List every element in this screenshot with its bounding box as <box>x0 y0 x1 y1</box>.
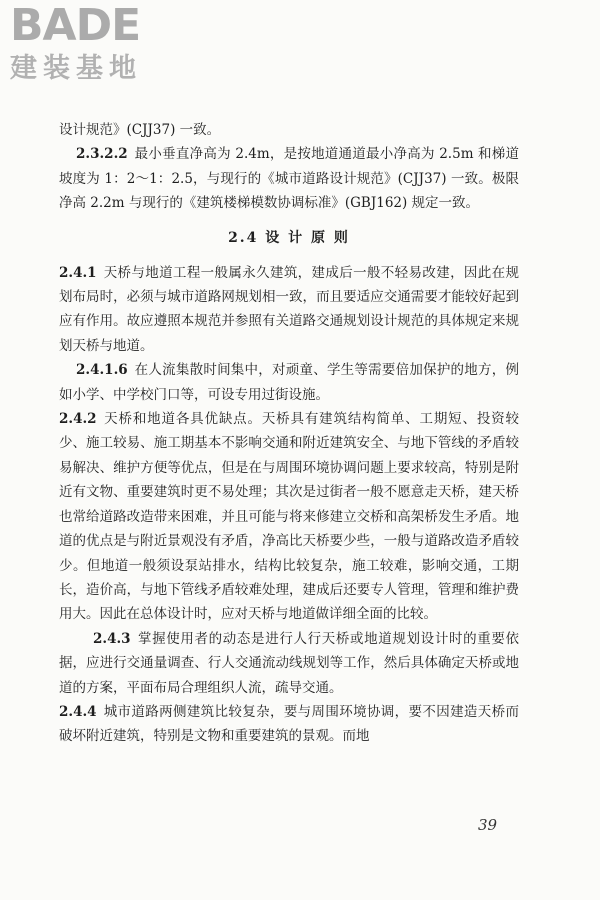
paragraph-continuation: 设计规范》(CJJ37) 一致。 <box>59 122 221 138</box>
logo-subtitle: 建装基地 <box>10 53 142 84</box>
clause-2-4-1-6 <box>59 358 519 407</box>
clause-2-4-3 <box>59 627 519 700</box>
clause-number: 2.4.2 <box>59 411 97 428</box>
clause-number: 2.4.1.6 <box>76 362 128 379</box>
logo-wordmark: BADE <box>10 0 141 51</box>
section-heading: 2.4 设 计 原 则 <box>228 229 350 246</box>
clause-text: 天桥与地道工程一般属永久建筑，建成后一般不轻易改建，因此在规划布局时，必须与城市道路网规划相一致，而且要适应交通需要才能较好起到应有作用。故应遵照本规范并参照有关道路交通规划设计规范的具体规定来规划天桥与地道。 <box>59 264 519 354</box>
clause-text: 在人流集散时间集中，对顽童、学生等需要倍加保护的地方，例如小学、中学校门口等，可设专用过街设施。 <box>59 362 519 403</box>
clause-number: 2.4.1 <box>59 264 97 281</box>
clause-2-4-4 <box>59 700 519 749</box>
clause-number: 2.3.2.2 <box>76 146 128 163</box>
clause-text: 掌握使用者的动态是进行人行天桥或地道规划设计时的重要依据，应进行交通量调查、行人交通流动线规划等工作，然后具体确定天桥或地道的方案，平面布局合理组织人流，疏导交通。 <box>59 630 519 696</box>
page-number: 39 <box>478 816 498 834</box>
clause-text: 城市道路两侧建筑比较复杂，要与周围环境协调，要不因建造天桥而破坏附近建筑，特别是文物和重要建筑的景观。而地 <box>59 703 519 745</box>
clause-text: 最小垂直净高为 2.4m，是按地道通道最小净高为 2.5m 和梯道坡度为 1：2～1：2.5，与现行的《城市道路设计规范》(CJJ37) 一致。极限净高 2.2m 与现行的《建筑楼梯模数协调标准》(GBJ162) 规定一致。 <box>59 146 519 212</box>
clause-2-3-2-2 <box>59 142 519 215</box>
clause-number: 2.4.4 <box>59 703 97 720</box>
page-body <box>59 118 519 749</box>
clause-text: 天桥和地道各具优缺点。天桥具有建筑结构简单、工期短、投资较少、施工较易、施工期基本不影响交通和附近建筑安全、与地下管线的矛盾较易解决、维护方便等优点，但是在与周围环境协调问题上要求较高，特别是附近有文物、重要建筑时更不易处理；其次是过街者一般不愿意走天桥，建天桥也常给道路改造带来困难，并且可能与将来修建立交桥和高架桥发生矛盾。地道的优点是与附近景观没有矛盾，净高比天桥要少些，一般与道路改造矛盾较少。但地道一般须设泵站排水，结构比较复杂，施工较难，影响交通，工期长，造价高，与地下管线矛盾较难处理，建成后还要专人管理，管理和维护费用大。因此在总体设计时，应对天桥与地道做详细全面的比较。 <box>59 411 519 623</box>
clause-number: 2.4.3 <box>93 630 131 647</box>
clause-2-4-1 <box>59 261 519 359</box>
watermark-logo <box>10 0 180 84</box>
clause-2-4-2 <box>59 407 519 627</box>
